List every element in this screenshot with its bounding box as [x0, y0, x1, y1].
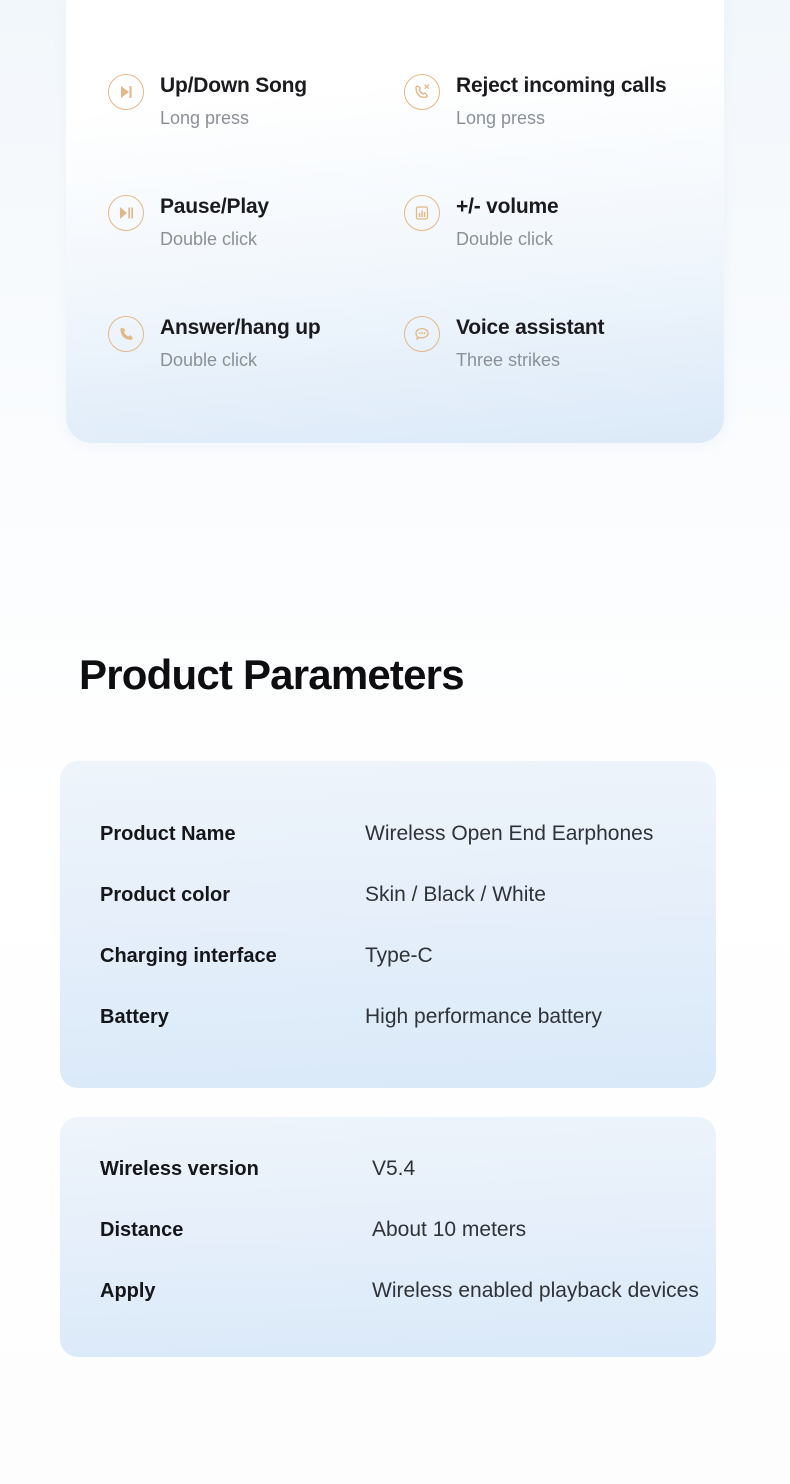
phone-icon	[108, 316, 144, 352]
table-row	[100, 883, 546, 907]
param-value: Wireless enabled playback devices	[372, 1279, 699, 1302]
page-title: Product Parameters	[79, 651, 464, 698]
control-item-answer-hang-up	[108, 314, 404, 371]
table-row	[100, 1005, 602, 1029]
param-label: Wireless version	[100, 1158, 259, 1180]
control-title: +/- volume	[456, 195, 559, 218]
control-action: Double click	[160, 350, 258, 370]
control-item-volume	[404, 193, 694, 250]
control-action: Long press	[456, 108, 546, 128]
control-action: Three strikes	[456, 350, 561, 370]
table-row	[100, 1279, 699, 1303]
controls-card	[66, 0, 724, 443]
control-action: Long press	[160, 108, 250, 128]
product-parameters-table-secondary	[60, 1117, 716, 1357]
param-value: V5.4	[372, 1157, 416, 1180]
param-label: Charging interface	[100, 945, 277, 967]
param-label: Product color	[100, 884, 231, 906]
param-value: About 10 meters	[372, 1218, 527, 1241]
control-action: Double click	[160, 229, 258, 249]
voice-assistant-icon	[404, 316, 440, 352]
param-value: Type-C	[365, 944, 433, 967]
control-item-voice-assistant	[404, 314, 694, 371]
control-item-up-down-song	[108, 72, 404, 129]
param-value: Skin / Black / White	[365, 883, 546, 906]
control-item-pause-play	[108, 193, 404, 250]
call-reject-icon	[404, 74, 440, 110]
param-label: Product Name	[100, 823, 236, 845]
param-value: High performance battery	[365, 1005, 602, 1028]
param-value: Wireless Open End Earphones	[365, 822, 654, 845]
volume-bars-icon	[404, 195, 440, 231]
control-title: Voice assistant	[456, 316, 605, 339]
control-title: Pause/Play	[160, 195, 269, 218]
table-row	[100, 1218, 527, 1242]
control-title: Up/Down Song	[160, 74, 307, 97]
control-item-reject-calls	[404, 72, 694, 129]
control-title: Reject incoming calls	[456, 74, 667, 97]
pause-play-icon	[108, 195, 144, 231]
table-row	[100, 822, 654, 846]
controls-grid	[108, 72, 694, 371]
control-action: Double click	[456, 229, 554, 249]
param-label: Battery	[100, 1006, 169, 1028]
product-parameters-table-primary	[60, 761, 716, 1088]
table-row	[100, 944, 433, 968]
table-row	[100, 1157, 416, 1181]
param-label: Apply	[100, 1280, 156, 1302]
next-track-icon	[108, 74, 144, 110]
param-label: Distance	[100, 1219, 184, 1241]
control-title: Answer/hang up	[160, 316, 321, 339]
